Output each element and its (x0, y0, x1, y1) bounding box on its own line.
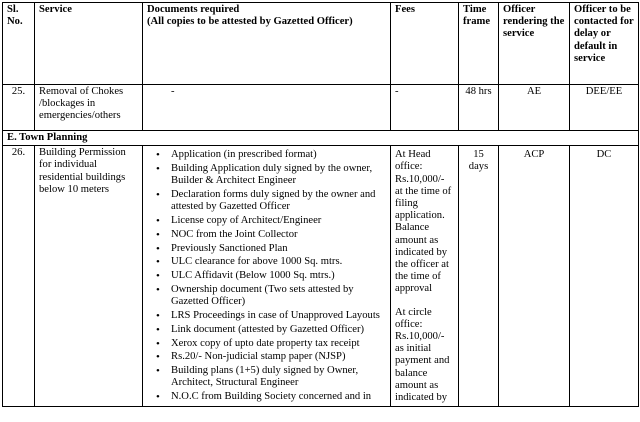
table-row-26 (3, 146, 639, 407)
col-header-documents (143, 3, 391, 85)
list-item: • Link document (attested by Gazetted Officer) (171, 324, 386, 336)
list-item: • License copy of Architect/Engineer (171, 215, 386, 227)
section-title: E. Town Planning (3, 131, 639, 146)
fees-circle-office: At circle office: Rs.10,000/- as initial payment and balance amount as indicated by (395, 306, 450, 404)
row25-officer: AE (499, 85, 570, 131)
row25-sl: 25. (3, 85, 35, 131)
header-row (3, 3, 639, 85)
list-item: • N.O.C from Building Society concerned and in (171, 391, 386, 403)
list-item: • Application (in prescribed format) (171, 149, 386, 161)
row26-documents (143, 146, 391, 407)
table-row-25 (3, 85, 639, 131)
list-item: • Ownership document (Two sets attested by Gazetted Officer) (171, 284, 386, 308)
row26-time: 15 days (459, 146, 499, 407)
col-header-officer-contact: Officer to be contacted for delay or default in service (570, 3, 639, 85)
list-item: • Xerox copy of upto date property tax receipt (171, 338, 386, 350)
row25-fees: - (391, 85, 459, 131)
documents-header-line1: Documents required (147, 4, 240, 15)
row26-fees (391, 146, 459, 407)
row25-service: Removal of Chokes /blockages in emergencies/others (35, 85, 143, 131)
list-item: • Rs.20/- Non-judicial stamp paper (NJSP) (171, 351, 386, 363)
list-item: • Building Application duly signed by the owner, Builder & Architect Engineer (171, 163, 386, 187)
col-header-fees: Fees (391, 3, 459, 85)
row26-contact: DC (570, 146, 639, 407)
col-header-sl-no: Sl. No. (3, 3, 35, 85)
section-row-town-planning (3, 131, 639, 146)
row26-officer: ACP (499, 146, 570, 407)
list-item: • LRS Proceedings in case of Unapproved Layouts (171, 310, 386, 322)
row25-time: 48 hrs (459, 85, 499, 131)
row25-contact: DEE/EE (570, 85, 639, 131)
col-header-service: Service (35, 3, 143, 85)
documents-list (155, 149, 386, 403)
row25-documents-text: - (171, 86, 175, 97)
services-table (2, 2, 639, 407)
list-item: • ULC clearance for above 1000 Sq. mtrs. (171, 256, 386, 268)
row25-documents (143, 85, 391, 131)
documents-header-line2: (All copies to be attested by Gazetted Officer) (147, 16, 353, 28)
col-header-officer-rendering: Officer rendering the service (499, 3, 570, 85)
row26-service: Building Permission for individual residential buildings below 10 meters (35, 146, 143, 407)
list-item: • Declaration forms duly signed by the owner and attested by Gazetted Officer (171, 189, 386, 213)
col-header-time-frame: Time frame (459, 3, 499, 85)
row26-sl: 26. (3, 146, 35, 407)
list-item: • Building plans (1+5) duly signed by Owner, Architect, Structural Engineer (171, 365, 386, 389)
list-item: • Previously Sanctioned Plan (171, 243, 386, 255)
fees-head-office: At Head office: Rs.10,000/- at the time of filing application. Balance amount as indicated by the officer at the time of approval (395, 149, 452, 295)
list-item: • ULC Affidavit (Below 1000 Sq. mtrs.) (171, 270, 386, 282)
list-item: • NOC from the Joint Collector (171, 229, 386, 241)
